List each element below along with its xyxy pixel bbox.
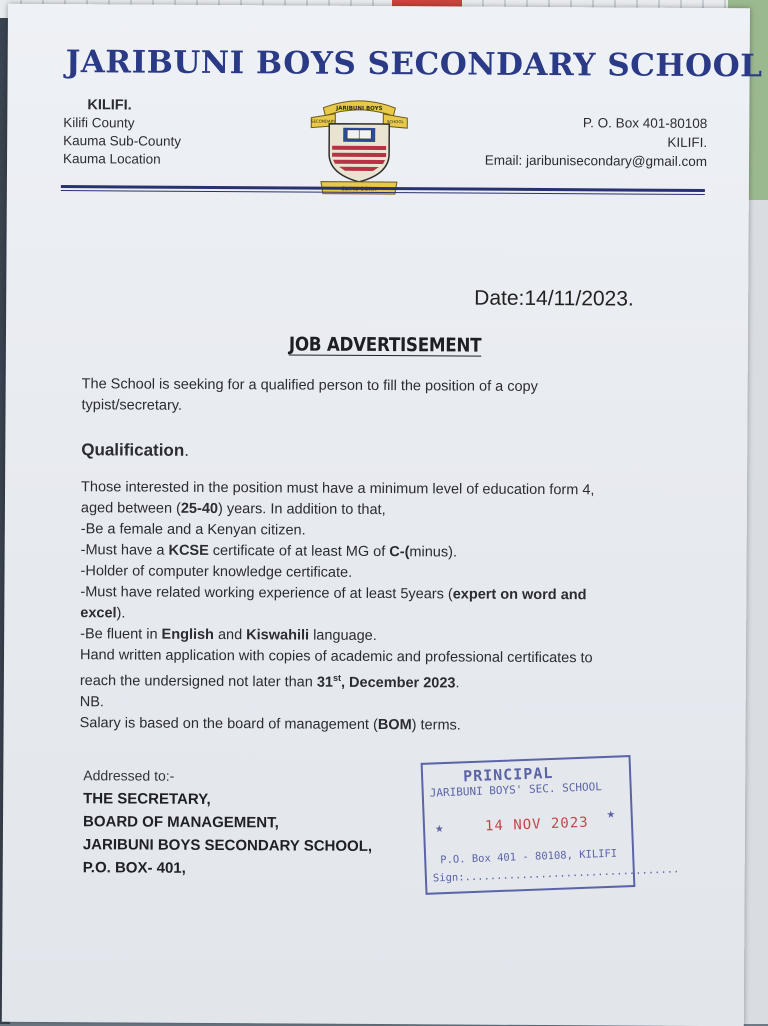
deadline-day: 31 (317, 674, 333, 690)
school-name: JARIBUNI BOYS SECONDARY SCHOOL (66, 44, 716, 84)
star-icon: ★ (606, 806, 615, 822)
addressed-line: BOARD OF MANAGEMENT, (83, 810, 372, 835)
stamp-school: JARIBUNI BOYS' SEC. SCHOOL (429, 780, 602, 799)
expertise-text: expert on word and (453, 586, 587, 603)
letter-date: Date:14/11/2023. (474, 287, 634, 312)
body-text: ) terms. (412, 717, 461, 733)
address-location: Kauma Location (63, 150, 181, 169)
body-line (80, 666, 680, 695)
body-text: Hand written application with copies of academic and professional certificates to (80, 647, 593, 666)
intro-paragraph: The School is seeking for a qualified person to fill the position of a copy typist/secretary. (81, 374, 641, 419)
body-text: aged between ( (81, 500, 181, 517)
star-icon: ★ (435, 820, 444, 836)
age-range: 25-40 (181, 501, 218, 517)
body-line (80, 582, 680, 607)
nb-label: NB. (80, 694, 104, 710)
crest-left-text: SECONDARY (311, 119, 336, 124)
addressed-line: P.O. BOX- 401, (83, 856, 372, 881)
addressed-to-block (83, 764, 373, 881)
body-line (80, 713, 680, 738)
addressed-to-label: Addressed to:- (83, 764, 372, 789)
body-text: -Be a female and a Kenyan citizen. (81, 521, 306, 538)
body-text: -Be fluent in (80, 626, 162, 642)
address-sub-county: Kauma Sub-County (63, 132, 181, 151)
stamp-date: 14 NOV 2023 (485, 815, 589, 835)
school-crest-logo (309, 90, 410, 197)
stamp-title: PRINCIPAL (463, 764, 554, 785)
document-heading: JOB ADVERTISEMENT (289, 333, 482, 356)
qualification-heading-text: Qualification (81, 440, 184, 460)
address-left (63, 96, 181, 169)
bom-text: BOM (378, 717, 412, 733)
qualification-heading (81, 440, 189, 461)
qualification-heading-period: . (184, 441, 189, 460)
body-text: ) years. In addition to that, (218, 501, 386, 518)
expertise-text: excel (80, 605, 116, 621)
body-text: -Must have related working experience of at least 5years ( (80, 584, 452, 602)
body-text: -Holder of computer knowledge certificate. (80, 563, 352, 581)
address-town: KILIFI. (87, 96, 181, 115)
deadline-date (317, 674, 456, 691)
crest-top-text: JARIBUNI BOYS (335, 106, 382, 112)
po-town: KILIFI. (457, 131, 707, 152)
address-right (457, 112, 707, 171)
school-email: Email: jaribunisecondary@gmail.com (457, 150, 707, 171)
addressed-line: JARIBUNI BOYS SECONDARY SCHOOL, (83, 833, 372, 858)
body-text: ). (117, 605, 126, 621)
addressed-line: THE SECRETARY, (83, 787, 372, 812)
principal-stamp (421, 755, 636, 895)
language-english: English (162, 627, 214, 643)
body-text: certificate of at least MG of (209, 543, 390, 560)
document-page (2, 4, 750, 1026)
body-line-text: Those interested in the position must have a minimum level of education form 4, (81, 479, 594, 498)
crest-right-text: SCHOOL (387, 119, 405, 124)
body-text: minus). (409, 544, 457, 560)
body-text: reach the undersigned not later than (80, 673, 317, 690)
grade-text: C-( (389, 544, 409, 560)
language-kiswahili: Kiswahili (246, 627, 309, 643)
stamp-sign: Sign:.................................. (433, 863, 680, 884)
kcse-text: KCSE (168, 543, 208, 559)
body-text: . (455, 675, 459, 691)
qualification-body (80, 477, 682, 737)
body-text: Salary is based on the board of management ( (80, 715, 378, 733)
stamp-box: P.O. Box 401 - 80108, KILIFI (440, 848, 617, 867)
address-county: Kilifi County (63, 114, 181, 133)
body-text: -Must have a (81, 542, 169, 559)
deadline-month-year: , December 2023 (341, 675, 456, 692)
body-text: language. (309, 628, 377, 644)
po-box: P. O. Box 401-80108 (457, 112, 707, 133)
body-text: and (214, 627, 246, 643)
deadline-suffix: st (333, 673, 341, 683)
